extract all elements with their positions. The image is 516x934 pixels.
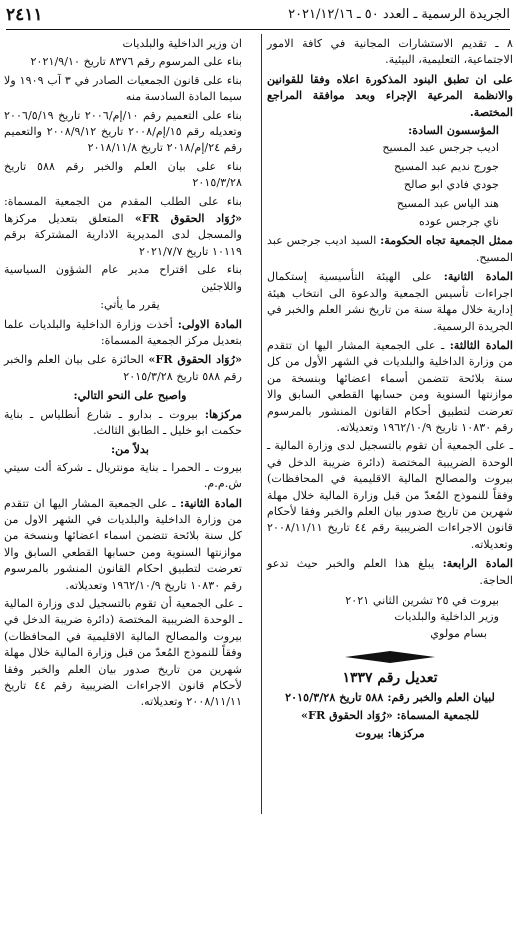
article-3-label: المادة الثالثة: xyxy=(449,337,513,352)
amendment-association: للجمعية المسماة: «رُوَاد الحقوق FR» xyxy=(301,708,479,723)
association-name: «رُوَاد الحقوق FR» xyxy=(134,211,242,226)
founder-name: جودي فادي ابو صالح xyxy=(403,178,499,192)
article-1-cont xyxy=(4,351,256,385)
recital-decree: بناء على المرسوم رقم ٨٣٧٦ تاريخ ٢٠٢١/٩/١٠ xyxy=(30,55,242,69)
founder-name: اديب جرجس عبد المسيح xyxy=(382,141,499,155)
article-4-text: يبلغ هذا العلم والخبر حيث تدعو الحاجة. xyxy=(267,557,513,587)
recital-proposal: بناء على اقتراح مدير عام الشؤون السياسية واللاجئين xyxy=(4,263,242,293)
article-1-rest: الحائزة على بيان العلم والخبر رقم ٥٨٨ تاريخ ٢٠١٥/٣/٢٨ xyxy=(4,353,242,383)
hq-text: بيروت ـ بدارو ـ شارع أنطلياس ـ بناية حكمت ابو خليل ـ الطابق الثالث. xyxy=(4,407,242,437)
tax-registration: ـ على الجمعية أن تقوم بالتسجيل لدى وزارة المالية ـ الوحدة الضريبية المختصة (دائرة ضريبة الدخل في بيروت والمصالح المالية الاقليمية في المحافظات) وفقاً للنموذج المُعدّ من قبل وزارة المالية خلال مهلة شهرين من تاريخ صدور بيان العلم والخبر وفقا لأحكام قانون الاجراءات الضريبية رقم ٤٤ تاريخ ٢٠٠٨/١١/١١ وتعديلاته. xyxy=(4,597,242,709)
page-header xyxy=(6,5,510,31)
request-text-c: المتعلق بتعديل مركزها والمسجل لدى المديرية الادارية المشتركة برقم ١٠١١٩ تاريخ ٢٠٢١/٧/٧ xyxy=(4,212,242,258)
amendment-hq: مركزها: بيروت xyxy=(355,726,425,741)
new-hq xyxy=(4,406,256,440)
right-column xyxy=(267,36,513,744)
signature-name: بسام مولوي xyxy=(430,626,487,640)
signature-title: وزير الداخلية والبلديات xyxy=(394,610,499,624)
article-2 xyxy=(267,268,513,335)
rep-label: ممثل الجمعية تجاه الحكومة: xyxy=(380,233,513,248)
header-rule xyxy=(6,29,510,30)
article-3-text: ـ على الجمعية المشار اليها ان تتقدم من وزارة الداخلية والبلديات في الشهر الأول من كل سنة بلائحة تتضمن أسماء اعضائها وبنسخة من موازنتها السنوية ومن حسابها القطعي السابق والا تعرضت لتطبيق أحكام القانون المنشور بالمرسوم رقم ١٠٨٣٠ تاريخ ١٩٦٢/١٠/٩ وتعديلاته. xyxy=(267,338,513,434)
signature-block xyxy=(267,593,513,642)
article-4 xyxy=(267,555,513,589)
page-number: ٢٤١١ xyxy=(6,5,43,25)
old-hq: بيروت ـ الحمرا ـ بناية مونتريال ـ شركة ألت سيتي ش.م.م. xyxy=(4,460,242,491)
instead-heading: بدلاً من: xyxy=(111,442,149,457)
article-2 xyxy=(4,495,256,594)
recital-circular: بناء على التعميم رقم ١٠/إم/٢٠٠٦ تاريخ ٢٠٠٦/٥/١٩ وتعديله رقم ١٥/إم/٢٠٠٨ تاريخ ٢٠٠٨/٩/١٢ والتعميم رقم ٢٤/إم/٢٠١٨ تاريخ ٢٠١٨/١١/٨ xyxy=(4,108,242,155)
hq-label: مركزها: xyxy=(204,406,242,421)
tax-registration: ـ على الجمعية أن تقوم بالتسجيل لدى وزارة المالية ـ الوحدة الضريبية المختصة (دائرة ضريبة الدخل في بيروت والمصالح المالية الاقليمية في المحافظات) وفقاً للنموذج المُعدّ من قبل وزارة المالية خلال مهلة شهرين من تاريخ صدور بيان العلم والخبر وفقا لأحكام قانون الاجراءات الضريبية رقم ٤٤ تاريخ ٢٠٠٨/١١/١١ وتعديلاته. xyxy=(267,439,513,551)
gazette-issue-title: الجريدة الرسمية ـ العدد ٥٠ ـ ٢٠٢١/١٢/١٦ xyxy=(288,7,510,22)
section-divider xyxy=(267,648,513,666)
founder-name: ناي جرجس عوده xyxy=(419,215,499,229)
column-divider xyxy=(261,34,262,814)
became-heading: واصبح على النحو التالي: xyxy=(73,388,187,403)
government-representative xyxy=(267,232,513,266)
article-2-text: ـ على الجمعية المشار اليها ان تتقدم من وزارة الداخلية والبلديات في الشهر الاول من كل سنة بلائحة تتضمن اسماء اعضائها وبنسخة من موازنتها السنوية ومن حسابها القطعي السابق والا تعرضت لتطبيق احكام القانون المنشور بالمرسوم رقم ١٠٨٣٠ تاريخ ١٩٦٢/١٠/٩ وتعديلاته. xyxy=(4,496,242,592)
founder-name: هند الياس عبد المسيح xyxy=(396,196,499,210)
amendment-ref: لبيان العلم والخبر رقم: ٥٨٨ تاريخ ٢٠١٥/٣/٢٨ xyxy=(285,689,495,704)
article-1-name: «رُوَاد الحقوق FR» xyxy=(148,352,242,367)
left-column xyxy=(4,36,256,713)
amendment-number: تعديل رقم ١٣٣٧ xyxy=(342,670,438,687)
founders-title: المؤسسون السادة: xyxy=(408,123,499,138)
founder-name: جورج نديم عبد المسيح xyxy=(393,159,499,173)
article-3 xyxy=(267,337,513,436)
article-4-label: المادة الرابعة: xyxy=(442,556,513,571)
minister-intro: ان وزير الداخلية والبلديات xyxy=(122,37,242,50)
article-2-text: على الهيئة التأسيسية إستكمال اجراءات تأسيس الجمعية والدعوة الى انتخاب هيئة إدارية خلال مهلة سنة من تاريخ نشر العلم والخبر في الجريدة الرسمية. xyxy=(267,270,513,333)
signature-date: بيروت في ٢٥ تشرين الثاني ٢٠٢١ xyxy=(345,594,499,607)
article-1-label: المادة الاولى: xyxy=(177,316,242,331)
item-8: ٨ ـ تقديم الاستشارات المجانية في كافة الامور الاجتماعية، التعليمية، البيئية. xyxy=(267,37,513,67)
article-1 xyxy=(4,316,256,350)
divider-ornament-icon xyxy=(345,651,435,663)
rep-text: السيد اديب جرجس عبد المسيح. xyxy=(267,234,513,264)
article-1-text: أخذت وزارة الداخلية والبلديات علما بتعديل مركز الجمعية المسماة: xyxy=(4,317,242,347)
article-2-label: المادة الثانية: xyxy=(180,495,242,510)
compliance-clause: على ان تطبق البنود المذكورة اعلاه وفقا للقوانين والانظمة المرعية الإجراء وبعد موافقة المراجع المختصة. xyxy=(267,71,513,119)
article-2-label: المادة الثانية: xyxy=(443,269,513,284)
request-text-a: بناء على الطلب المقدم من الجمعية المسماة: xyxy=(4,194,242,208)
decision-heading: يقرر ما يأتي: xyxy=(100,298,160,312)
recital-law: بناء على قانون الجمعيات الصادر في ٣ آب ١٩٠٩ ولا سيما المادة السادسة منه xyxy=(4,73,242,104)
recital-statement: بناء على بيان العلم والخبر رقم ٥٨٨ تاريخ ٢٠١٥/٣/٢٨ xyxy=(4,159,242,190)
recital-request xyxy=(4,194,256,261)
